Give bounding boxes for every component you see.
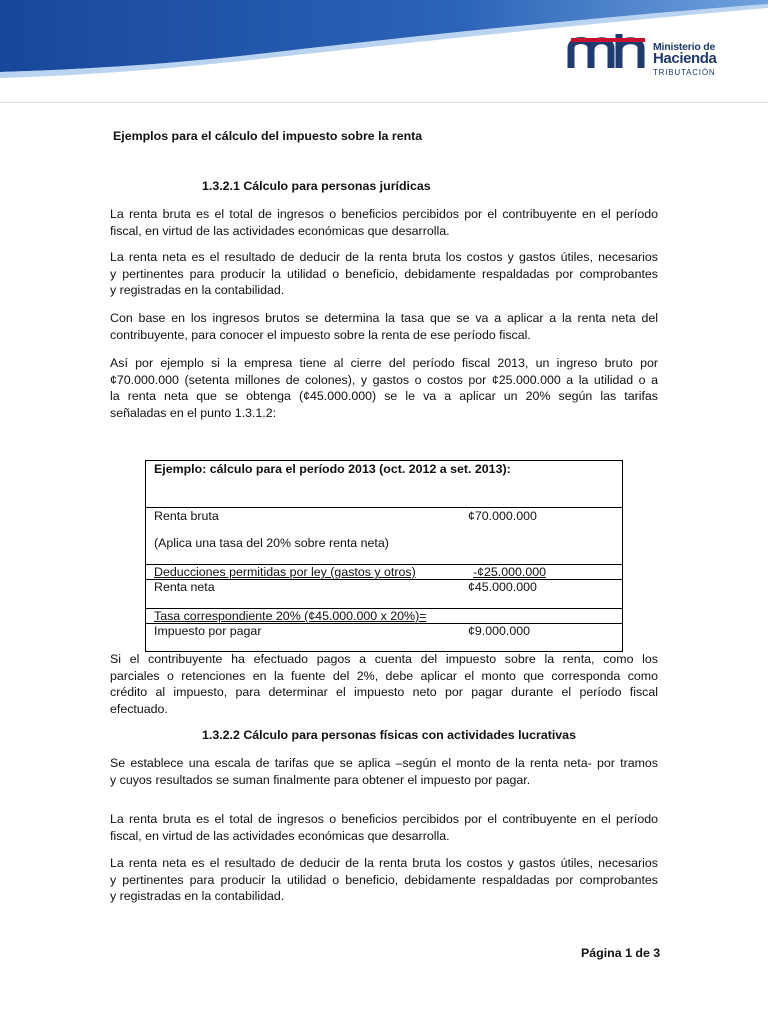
- impuesto-label: Impuesto por pagar: [154, 624, 262, 638]
- text-line: fiscal, en virtud de las actividades económicas que desarrolla.: [110, 828, 450, 843]
- text-line: y cuyos resultados se suman finalmente para obtener el impuesto por pagar.: [110, 772, 531, 787]
- logo-line-2: Hacienda: [653, 50, 717, 67]
- mh-logo-icon: [567, 32, 651, 70]
- text-line: La renta bruta es el total de ingresos o beneficios percibidos por el contribuyente en el período: [110, 812, 658, 826]
- deducciones-label: Deducciones permitidas por ley (gastos y otros): [154, 565, 416, 579]
- text-line: y pertinentes para producir la utilidad o beneficio, debidamente respaldadas por comprobantes: [110, 266, 658, 281]
- logo-line-1: Ministerio de: [653, 41, 716, 53]
- logo-line-3: TRIBUTACIÓN: [653, 68, 716, 77]
- text-line: señaladas en el punto 1.3.1.2:: [110, 405, 277, 420]
- paragraph-8: [110, 855, 658, 905]
- section-heading-1: 1.3.2.1 Cálculo para personas jurídicas: [202, 179, 431, 193]
- text-line: efectuado.: [110, 701, 168, 716]
- section-heading-2: 1.3.2.2 Cálculo para personas físicas con actividades lucrativas: [202, 728, 576, 742]
- text-line: Se establece una escala de tarifas que se aplica –según el monto de la renta neta- por tramos: [110, 756, 658, 770]
- table-note: (Aplica una tasa del 20% sobre renta neta): [154, 536, 389, 550]
- text-line: y pertinentes para producir la utilidad o beneficio, debidamente respaldadas por comprobantes: [110, 872, 658, 887]
- ministerio-hacienda-logo: [567, 32, 737, 78]
- text-line: y registradas en la contabilidad.: [110, 889, 285, 903]
- impuesto-value: ¢9.000.000: [468, 624, 531, 638]
- table-rule: [146, 579, 622, 580]
- table-heading: Ejemplo: cálculo para el período 2013 (oct. 2012 a set. 2013):: [154, 462, 511, 476]
- paragraph-2: [110, 249, 658, 299]
- paragraph-4: [110, 355, 658, 421]
- renta-neta-value: ¢45.000.000: [468, 580, 537, 594]
- page-number: Página 1 de 3: [581, 946, 661, 960]
- example-calculation-table: [145, 460, 623, 652]
- renta-bruta-value: ¢70.000.000: [468, 509, 537, 523]
- paragraph-3: [110, 310, 658, 343]
- paragraph-6: [110, 755, 658, 788]
- text-line: Si el contribuyente ha efectuado pagos a cuenta del impuesto sobre la renta, como los: [110, 652, 658, 666]
- deducciones-value: -¢25.000.000: [473, 565, 547, 579]
- text-line: La renta neta es el resultado de deducir de la renta bruta los costos y gastos útiles, necesarios: [110, 250, 658, 264]
- text-line: y registradas en la contabilidad.: [110, 283, 285, 297]
- text-line: parciales o retenciones en la fuente del 2%, debe aplicar el monto que corresponda como: [110, 668, 658, 683]
- paragraph-5: [110, 651, 658, 717]
- table-rule: [146, 507, 622, 508]
- document-title: Ejemplos para el cálculo del impuesto sobre la renta: [113, 129, 423, 143]
- text-line: La renta bruta es el total de ingresos o beneficios percibidos por el contribuyente en el período: [110, 207, 658, 221]
- text-line: contribuyente, para conocer el impuesto sobre la renta de ese período fiscal.: [110, 327, 531, 342]
- paragraph-7: [110, 811, 658, 844]
- text-line: la renta neta que se obtenga (¢45.000.000) se le va a aplicar un 20% según las tarifas: [110, 389, 658, 403]
- text-line: Así por ejemplo si la empresa tiene al cierre del período fiscal 2013, un ingreso bruto por: [110, 356, 658, 370]
- text-line: La renta neta es el resultado de deducir de la renta bruta los costos y gastos útiles, necesarios: [110, 856, 658, 870]
- header-divider: [0, 102, 768, 103]
- text-line: Con base en los ingresos brutos se determina la tasa que se va a aplicar a la renta neta del: [110, 311, 658, 325]
- text-line: crédito al impuesto, para determinar el impuesto neto por pagar durante el período fiscal: [110, 685, 658, 699]
- renta-neta-label: Renta neta: [154, 580, 215, 594]
- text-line: ¢70.000.000 (setenta millones de colones), y gastos o costos por ¢25.000.000 a la utilidad o a: [110, 372, 658, 387]
- text-line: fiscal, en virtud de las actividades económicas que desarrolla.: [110, 223, 450, 238]
- tasa-label: Tasa correspondiente 20% (¢45.000.000 x 20%)=: [154, 609, 427, 623]
- renta-bruta-label: Renta bruta: [154, 509, 219, 523]
- paragraph-1: [110, 206, 658, 239]
